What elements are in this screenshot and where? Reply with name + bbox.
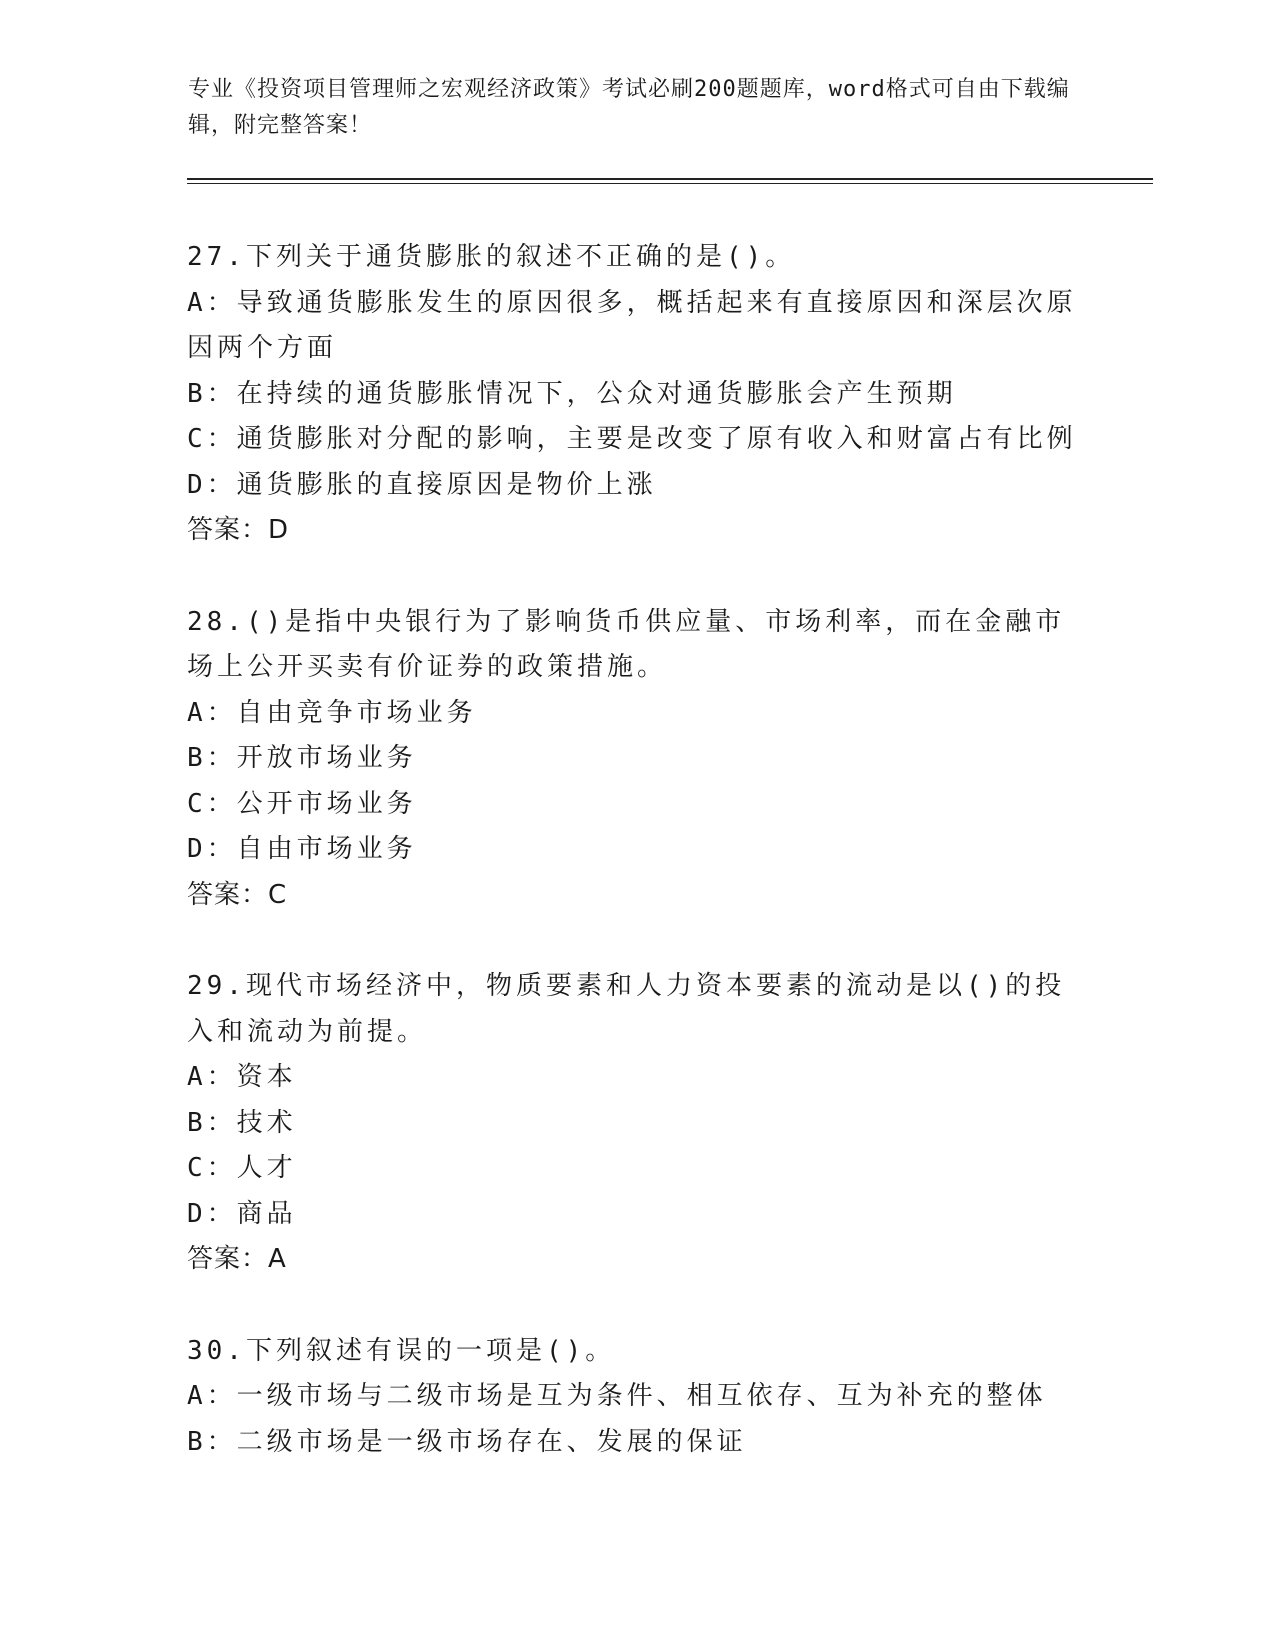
- option-c: C：人才: [187, 1153, 297, 1183]
- question-list: [187, 235, 1077, 1511]
- option-d: D：通货膨胀的直接原因是物价上涨: [187, 469, 657, 500]
- option-a: A：一级市场与二级市场是互为条件、相互依存、互为补充的整体: [187, 1381, 1047, 1411]
- option-b: B：在持续的通货膨胀情况下，公众对通货膨胀会产生预期: [187, 378, 957, 409]
- option-c: C：通货膨胀对分配的影响，主要是改变了原有收入和财富占有比例: [187, 424, 1077, 454]
- question-30: [187, 1329, 1077, 1466]
- answer-line: 答案：A: [187, 1244, 287, 1274]
- header-divider-thick: [187, 178, 1153, 180]
- header-divider-thin: [187, 183, 1153, 184]
- document-header: 专业《投资项目管理师之宏观经济政策》考试必刷200题题库，word格式可自由下载编辑，附完整答案！: [188, 77, 1070, 138]
- question-27: [187, 235, 1077, 554]
- option-d: D：商品: [187, 1198, 297, 1229]
- answer-line: 答案：D: [187, 515, 290, 545]
- question-28: [187, 600, 1077, 919]
- option-b: B：技术: [187, 1107, 297, 1138]
- option-a: A：资本: [187, 1062, 297, 1092]
- option-d: D：自由市场业务: [187, 834, 417, 864]
- option-b: B：二级市场是一级市场存在、发展的保证: [187, 1426, 747, 1457]
- answer-line: 答案：C: [187, 879, 288, 910]
- option-a: A：自由竞争市场业务: [187, 697, 477, 728]
- question-stem: 27.下列关于通货膨胀的叙述不正确的是()。: [187, 242, 796, 272]
- option-a: A：导致通货膨胀发生的原因很多，概括起来有直接原因和深层次原因两个方面: [187, 287, 1077, 363]
- option-c: C：公开市场业务: [187, 788, 417, 819]
- question-stem: 28.()是指中央银行为了影响货币供应量、市场利率，而在金融市场上公开买卖有价证券的政策措施。: [187, 606, 1066, 682]
- question-29: [187, 964, 1077, 1283]
- question-stem: 29.现代市场经济中，物质要素和人力资本要素的流动是以()的投入和流动为前提。: [187, 971, 1066, 1047]
- question-stem: 30.下列叙述有误的一项是()。: [187, 1335, 616, 1366]
- option-b: B：开放市场业务: [187, 743, 417, 773]
